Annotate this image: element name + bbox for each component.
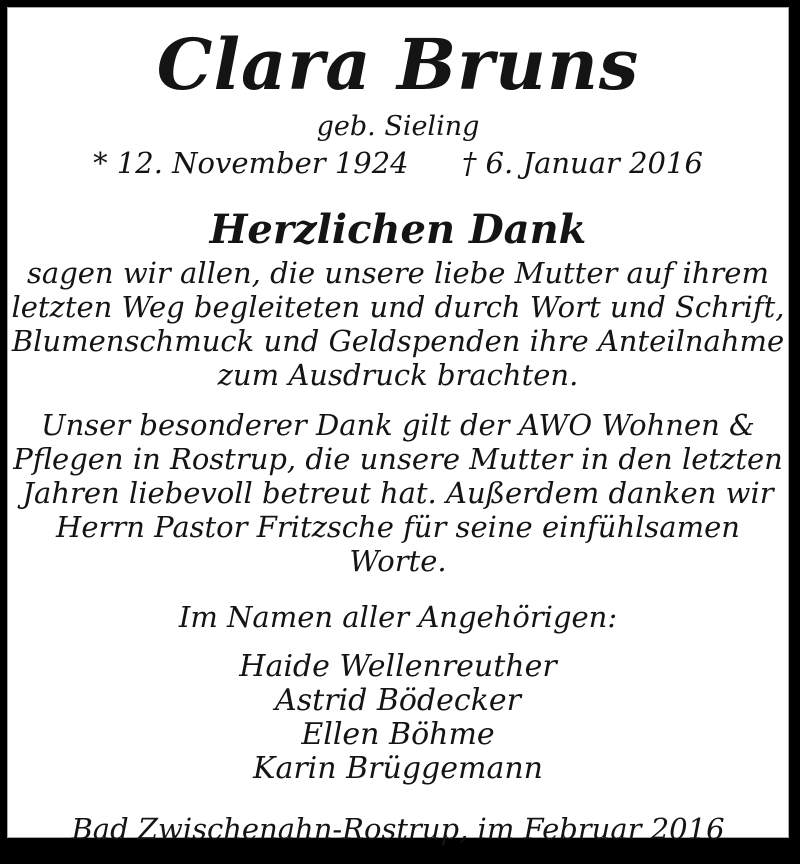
birth-date: * 12. November 1924 xyxy=(93,145,409,180)
thanks-heading: Herzlichen Dank xyxy=(209,205,587,253)
maiden-name: geb. Sieling xyxy=(316,110,480,142)
place-and-date: Bad Zwischenahn-Rostrup, im Februar 2016 xyxy=(71,811,725,846)
thanks-line: Blumenschmuck und Geldspenden ihre Anteilnahme xyxy=(11,323,785,358)
family-member: Haide Wellenreuther xyxy=(239,648,557,684)
special-thanks-line: Jahren liebevoll betreut hat. Außerdem danken wir xyxy=(22,475,774,510)
family-member: Ellen Böhme xyxy=(301,716,495,752)
thanks-line: sagen wir allen, die unsere liebe Mutter auf ihrem xyxy=(27,255,769,290)
thanks-line: letzten Weg begleiteten und durch Wort und Schrift, xyxy=(11,289,785,324)
thanks-line: zum Ausdruck brachten. xyxy=(217,357,579,392)
family-members-list xyxy=(8,650,788,786)
special-thanks-line: Unser besonderer Dank gilt der AWO Wohnen & xyxy=(41,407,755,442)
family-member: Astrid Bödecker xyxy=(275,682,521,718)
obituary-card xyxy=(7,7,789,846)
special-thanks-paragraph xyxy=(8,408,788,578)
death-date: † 6. Januar 2016 xyxy=(461,145,703,180)
life-dates xyxy=(8,147,788,180)
special-thanks-line: Herrn Pastor Fritzsche für seine einfühlsamen Worte. xyxy=(56,509,740,578)
thanks-paragraph xyxy=(8,256,788,392)
family-member: Karin Brüggemann xyxy=(253,750,543,786)
special-thanks-line: Pflegen in Rostrup, die unsere Mutter in den letzten xyxy=(13,441,783,476)
deceased-name: Clara Bruns xyxy=(156,23,640,106)
in-name-of-line: Im Namen aller Angehörigen: xyxy=(178,599,618,634)
